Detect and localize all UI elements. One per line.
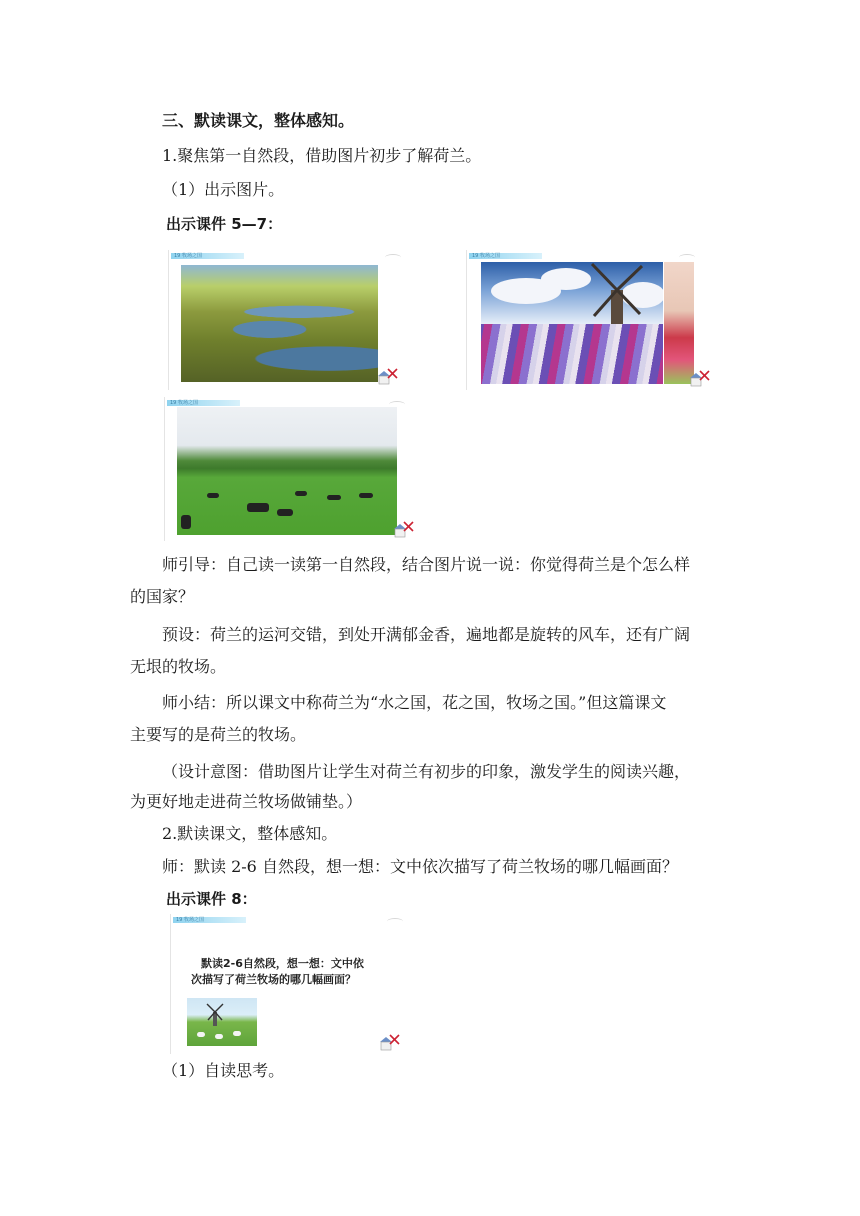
cow	[359, 493, 373, 498]
summary-line-1: 师小结：所以课文中称荷兰为“水之国，花之国，牧场之国。”但这篇课文	[162, 693, 667, 712]
meadow-photo	[177, 407, 397, 535]
step-1-text: 1.聚焦第一自然段，借助图片初步了解荷兰。	[162, 146, 482, 165]
slides-label-8: 出示课件 8：	[166, 890, 257, 908]
slide-corner-mark	[385, 254, 401, 261]
slide-canal	[168, 250, 419, 390]
guide-line-2: 的国家？	[130, 587, 195, 606]
sheep	[233, 1031, 241, 1036]
cow	[277, 509, 293, 516]
slide-tab: 19 牧场之国	[171, 253, 244, 259]
tulip-field-photo	[481, 262, 663, 384]
cow	[327, 495, 341, 500]
sheep	[215, 1034, 223, 1039]
sheep	[197, 1032, 205, 1037]
teacher-question: 师：默读 2-6 自然段，想一想：文中依次描写了荷兰牧场的哪几幅画面？	[162, 857, 678, 876]
design-line-2: 为更好地走进荷兰牧场做铺垫。）	[130, 792, 363, 811]
slide-tab: 19 牧场之国	[167, 400, 240, 406]
step-2-text: 2.默读课文，整体感知。	[162, 824, 338, 843]
step-2-sub-text: （1）自读思考。	[162, 1061, 285, 1080]
cloud	[541, 268, 591, 290]
house-windmill-icon	[687, 368, 711, 388]
windmill-icon	[205, 1002, 225, 1026]
section-heading: 三、默读课文，整体感知。	[162, 111, 355, 130]
slide-corner-mark	[679, 254, 695, 261]
pasture-thumbnail	[187, 998, 257, 1046]
slide-tulips	[466, 250, 713, 390]
summary-paragraph	[130, 687, 730, 751]
cow	[295, 491, 307, 496]
windmill-icon	[586, 262, 646, 326]
tulip-strip-photo	[664, 262, 694, 384]
design-intent-paragraph	[130, 757, 730, 817]
slide-tab: 19 牧场之国	[173, 917, 246, 923]
slide-8	[170, 914, 421, 1054]
preset-line-2: 无垠的牧场。	[130, 657, 227, 676]
slide-meadow	[164, 397, 423, 541]
guide-line-1: 师引导：自己读一读第一自然段，结合图片说一说：你觉得荷兰是个怎么样	[162, 555, 691, 574]
preset-line-1: 预设：荷兰的运河交错，到处开满郁金香，遍地都是旋转的风车，还有广阔	[162, 625, 691, 644]
guide-paragraph	[130, 549, 730, 613]
house-windmill-icon	[391, 519, 415, 539]
slide-tab: 19 牧场之国	[469, 253, 542, 259]
cow	[247, 503, 269, 512]
cow	[207, 493, 219, 498]
step-1-sub-text: （1）出示图片。	[162, 180, 285, 199]
slide-8-prompt	[191, 956, 364, 988]
cow	[181, 515, 191, 529]
slides-label-5-7: 出示课件 5—7：	[166, 215, 283, 233]
slide-corner-mark	[387, 918, 403, 925]
slide-8-line-2: 次描写了荷兰牧场的哪几幅画面？	[191, 973, 356, 986]
preset-paragraph	[130, 619, 730, 683]
house-windmill-icon	[377, 1032, 401, 1052]
canal-photo	[181, 265, 378, 382]
house-windmill-icon	[375, 366, 399, 386]
design-line-1: （设计意图：借助图片让学生对荷兰有初步的印象，激发学生的阅读兴趣，	[162, 762, 691, 781]
summary-line-2: 主要写的是荷兰的牧场。	[130, 725, 307, 744]
slide-8-line-1: 默读2-6自然段，想一想：文中依	[201, 957, 364, 970]
